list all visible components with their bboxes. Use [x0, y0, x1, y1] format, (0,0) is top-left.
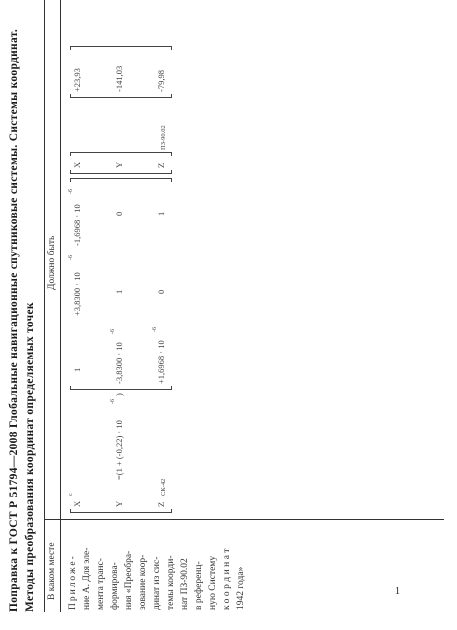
matrix-right-bracket [70, 178, 172, 182]
scale-close-paren: ) [114, 393, 124, 396]
document-title-line-2: Методы преобразования координат определяемых точек [24, 302, 36, 612]
shift-dx: +23,93 [72, 68, 82, 92]
matrix-r2-c2: 1 [114, 289, 124, 294]
lhs-x: X [72, 500, 82, 507]
location-line: динат из сис- [152, 556, 162, 610]
vector-right-bracket [70, 152, 172, 156]
lhs-left-bracket [70, 509, 172, 513]
location-line: координат [222, 546, 232, 610]
location-line: мента транс- [96, 558, 106, 610]
matrix-r3-c1-exp: -6 [152, 327, 158, 332]
matrix-r1-c1: 1 [72, 367, 82, 372]
table-header-rule [60, 0, 61, 612]
table-top-rule [44, 0, 45, 612]
shift-right-bracket [70, 46, 172, 50]
location-line: зование коор- [138, 554, 148, 610]
location-line: ния «Преобра- [124, 550, 134, 610]
matrix-r3-c1: +1,6968 · 10 [156, 340, 166, 384]
lhs-z: Z [156, 501, 166, 507]
vector-x: X [72, 161, 82, 168]
location-cell [66, 522, 248, 610]
lhs-y: Y [114, 500, 124, 507]
location-line: темы коорди- [166, 555, 176, 610]
document-title-line-1: Поправка к ГОСТ Р 51794—2008 Глобальные навигационные спутниковые системы. Системы координат. [8, 29, 20, 612]
location-line: нат ПЗ-90.02 [180, 558, 190, 610]
matrix-r2-c3: 0 [114, 211, 124, 216]
location-line: в референц- [194, 561, 204, 610]
matrix-r1-c3: -1,6968 · 10 [72, 204, 82, 246]
location-line: ную Систему [208, 555, 218, 610]
matrix-r1-c2-exp: -6 [68, 255, 74, 260]
location-line: ние А. Для эле- [82, 547, 92, 610]
matrix-r3-c2: 0 [156, 289, 166, 294]
matrix-r3-c3: 1 [156, 211, 166, 216]
scale-factor: =(1 + (-0,22) · 10 [114, 420, 124, 480]
lhs-subscript: СК-42 [160, 478, 167, 496]
shift-left-bracket [70, 94, 172, 98]
vector-y: Y [114, 161, 124, 168]
vector-z: Z [156, 162, 166, 168]
column-header-should-be: Должно быть [47, 235, 57, 290]
vector-subscript: ПЗ-90.02 [160, 125, 167, 150]
matrix-left-bracket [70, 386, 172, 390]
matrix-r2-c1-exp: -6 [110, 329, 116, 334]
vector-left-bracket [70, 170, 172, 174]
matrix-r1-c3-exp: -6 [68, 189, 74, 194]
table-column-divider [44, 519, 444, 520]
matrix-r1-c2: +3,8300 · 10 [72, 272, 82, 316]
lhs-superscript: c [68, 493, 74, 496]
scale-exponent: -6 [110, 399, 116, 404]
page-number: 1 [395, 586, 400, 597]
location-line: Приложе- [68, 554, 78, 610]
location-line: 1942 года» [236, 566, 246, 610]
shift-dz: -79,98 [156, 70, 166, 92]
column-header-location: В каком месте [47, 542, 57, 600]
shift-dy: -141,03 [114, 65, 124, 92]
location-line: формирова- [110, 562, 120, 610]
matrix-r2-c1: -3,8300 · 10 [114, 342, 124, 384]
